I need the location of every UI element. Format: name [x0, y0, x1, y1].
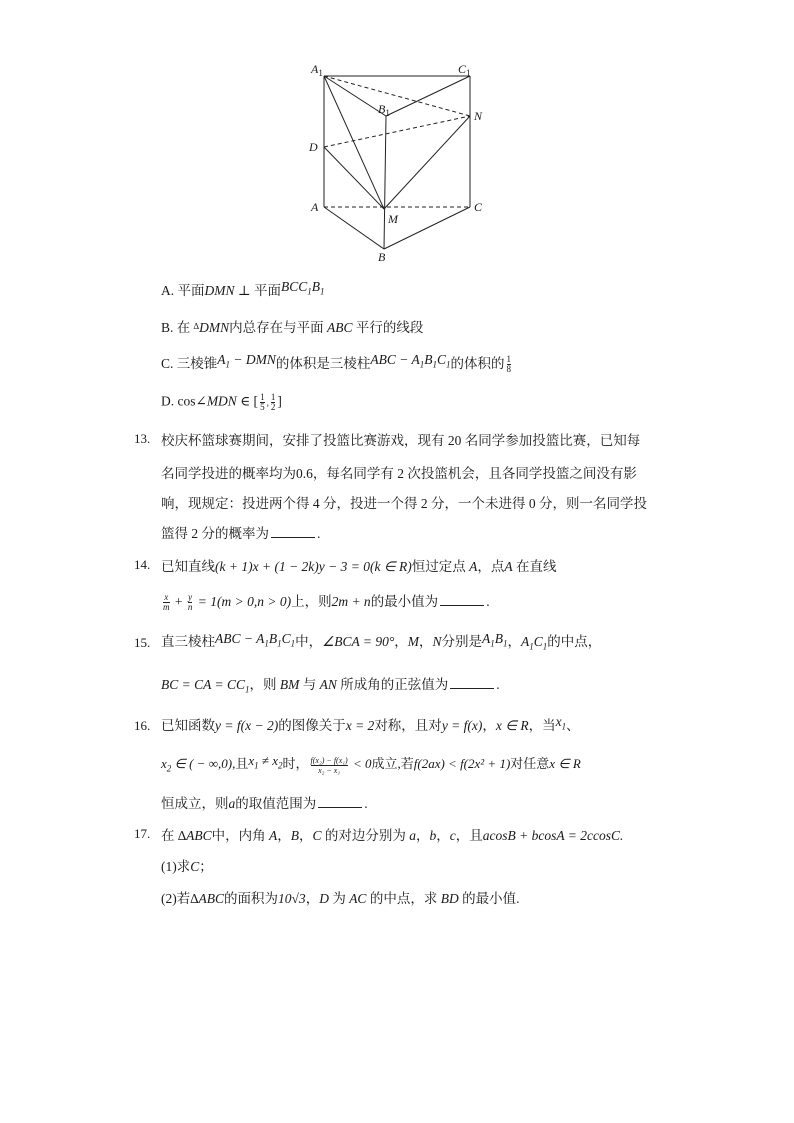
- q16-line-1: 已知函数y = f(x − 2)的图像关于x = 2对称，且对y = f(x)，x ∈ R，当$x_1$、: [161, 714, 580, 733]
- q17-number: 17.: [134, 826, 151, 841]
- q13-line-3: 响，现规定：投进两个得 4 分，投进一个得 2 分，一个未进得 0 分，则一名同学投: [161, 496, 647, 511]
- q15-line-1: 直三棱柱ABC − $A_1B_1C_1$中，∠BCA = 90°，M，N分别是$A_1B_1$，$A_1C_1$的中点，: [161, 631, 602, 652]
- q16-line-2: $x_2$ ∈ ( − ∞,0),且$x_1 \ne x_2$时， $\frac{\text{f(x₂) − f(x₁)}}{\text{x₂ − x₁}}$ < 0成立,若f(2ax) < f(2x² + 1)对任意x ∈ R: [161, 753, 581, 775]
- q13-line-1: 校庆杯篮球赛期间，安排了投篮比赛游戏，现有 20 名同学参加投篮比赛，已知每: [161, 433, 641, 448]
- q17-part-1: (1)求C；: [161, 859, 213, 874]
- label-b: B: [378, 250, 386, 264]
- q13-line-2: 名同学投进的概率均为0.6，每名同学有 2 次投篮机会，且各同学投篮之间没有影: [161, 466, 637, 481]
- prism-figure: [300, 55, 500, 265]
- label-n: N: [474, 109, 483, 123]
- q17-line-1: 在 ∆ABC中，内角 A，B，C 的对边分别为 a，b，c，且acosB + bcosA = 2ccosC.: [161, 828, 624, 843]
- q16-answer-blank[interactable]: [318, 797, 362, 808]
- q15-line-2: BC = CA = $CC_1$，则 BM 与 AN 所成角的正弦值为 .: [161, 677, 500, 695]
- label-m: M: [388, 212, 398, 226]
- label-d: D: [309, 140, 318, 154]
- label-a1: $A_1$: [311, 62, 323, 78]
- label-c1: $C_1$: [458, 62, 471, 78]
- q13-answer-blank[interactable]: [271, 527, 315, 538]
- edge-b1-b: [384, 116, 386, 249]
- q16-line-3: 恒成立，则a的取值范围为 .: [161, 796, 368, 811]
- edge-d-n: [324, 116, 470, 147]
- option-a: A. 平面DMN ⊥ 平面$BCC_1B_1$: [161, 279, 325, 298]
- q15-number: 15.: [134, 635, 151, 650]
- label-b1: $B_1$: [378, 102, 390, 118]
- edge-m-n: [384, 116, 470, 209]
- edge-d-m: [324, 147, 384, 209]
- edge-a1-n: [324, 76, 470, 116]
- q13-line-4: 篮得 2 分的概率为 .: [161, 526, 321, 541]
- option-b: B. 在 ∆DMN内总存在与平面 ABC 平行的线段: [161, 320, 424, 335]
- edge-a1-m: [324, 76, 384, 209]
- q14-number: 14.: [134, 557, 151, 572]
- q17-part-2: (2)若∆ABC的面积为10√3，D 为 AC 的中点，求 BD 的最小值.: [161, 891, 520, 906]
- option-c: C. 三棱锥$A_1$ − DMN的体积是三棱柱ABC − $A_1B_1C_1$的体积的 $\frac{1}{8}$: [161, 352, 511, 375]
- q14-line-1: 已知直线(k + 1)x + (1 − 2k)y − 3 = 0(k ∈ R)恒过定点 A，点A 在直线: [161, 559, 557, 574]
- q13-number: 13.: [134, 431, 151, 446]
- label-c: C: [474, 200, 483, 214]
- label-a: A: [311, 200, 319, 214]
- option-d: D. cos∠MDN ∈ [ $\frac{1}{5}$ , $\frac{1}{2}$ ]: [161, 392, 282, 412]
- edge-a-b: [324, 207, 384, 249]
- q14-answer-blank[interactable]: [440, 595, 484, 606]
- q14-line-2: $\frac{x}{m}$ + $\frac{y}{n}$ = 1(m > 0,n > 0)上，则2m + n的最小值为 .: [163, 592, 490, 613]
- q16-number: 16.: [134, 718, 151, 733]
- q15-answer-blank[interactable]: [450, 678, 494, 689]
